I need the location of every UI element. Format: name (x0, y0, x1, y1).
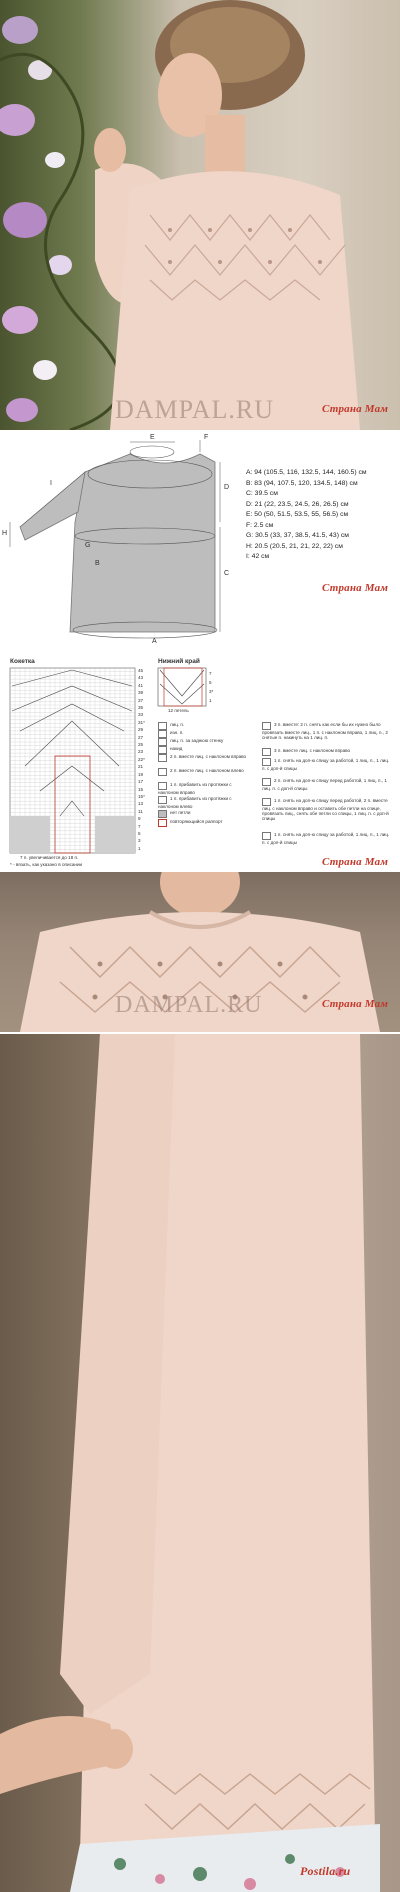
dim-label-b: B (95, 560, 100, 567)
row-number: 1 (209, 698, 212, 703)
legend-text: лиц. п. (170, 722, 185, 727)
legend-text: 2 п. вместе лиц. с наклоном вправо (170, 754, 247, 759)
photo-hem (0, 1034, 400, 1892)
legend-item (158, 754, 248, 762)
legend-text: накид (170, 746, 183, 751)
dampal-watermark-2: DAMPAL.RU (115, 992, 263, 1018)
legend-text: 1 п. снять на доп-ю спицу за работой, 1 лиц. п., 1 лиц. п. с доп-й спицы (262, 832, 390, 845)
row-number: 22* (138, 756, 145, 762)
legend-item (158, 722, 184, 730)
measurement-b: B: 83 (94, 107.5, 120, 134.5, 148) см (246, 479, 358, 487)
strana-watermark-4 (322, 998, 388, 1010)
hem-grid (158, 668, 206, 706)
dim-label-a: A (152, 638, 157, 645)
charts-panel (0, 656, 400, 870)
increase-right-icon (158, 782, 167, 790)
legend-text: 1 п. снять на доп-ю спицу за работой, 1 лиц. п., 1 лиц. п. с доп-й спицы (262, 758, 390, 771)
yoke-note: 7 п. увеличивается до 18 п. (20, 855, 79, 860)
row-number: 5 (138, 830, 141, 836)
row-number: 3 (138, 838, 141, 844)
dim-label-f: F (204, 434, 209, 441)
legend-item (262, 778, 390, 791)
measurement-h: H: 20.5 (20.5, 21, 21, 22, 22) см (246, 542, 343, 550)
dim-label-c: C (224, 570, 230, 577)
yarn-over-icon (158, 746, 167, 754)
row-number: 23 (138, 749, 144, 755)
legend-item (262, 748, 390, 756)
strana-watermark-2 (322, 582, 388, 594)
legend-text: 2 п. вместе лиц. с наклоном влево (170, 768, 244, 773)
legend-text: 2 п. снять на доп-ю спицу перед работой, 1 лиц. п., 1 лиц. п. с доп-й спицы (262, 778, 387, 791)
row-number: 27 (138, 734, 144, 740)
photo-hem-illustration (0, 1034, 400, 1892)
cable-back-2-icon (262, 832, 271, 840)
cable-back-icon (262, 758, 271, 766)
cdd-icon (262, 722, 271, 730)
row-number: 31* (138, 719, 145, 725)
measurement-g: G: 30.5 (33, 37, 38.5, 41.5, 43) см (246, 532, 349, 539)
k2tog-right-icon (158, 754, 167, 762)
dim-label-d: D (224, 484, 230, 491)
legend-item (158, 746, 182, 754)
knit-symbol-icon (158, 722, 167, 730)
row-number: 1 (138, 845, 141, 851)
yoke-chart-title: Кокетка (10, 658, 35, 665)
dim-label-i: I (50, 480, 52, 487)
measurement-e: E: 50 (50, 51.5, 53.5, 55, 56.5) см (246, 511, 349, 518)
k3tog-icon (262, 748, 271, 756)
legend-text: нет петли (170, 810, 191, 815)
repeat-icon (158, 819, 167, 827)
cable-decrease-icon (262, 798, 271, 806)
measurement-i: I: 42 см (246, 553, 270, 560)
yoke-row-numbers (138, 667, 145, 852)
measurement-c: C: 39.5 см (246, 490, 278, 497)
schematic-panel (0, 432, 400, 654)
legend-text: 3 п. вместе: 2 п. снять как если бы их нужно было провязать вместе лиц., 1 п. с наклоном вправо, 1 лиц. п., 2 снятые п. накинуть на 1 лиц. п. (262, 722, 388, 741)
row-number: 11 (138, 808, 143, 814)
strana-watermark-3 (322, 856, 388, 868)
legend-text: 1 п. снять на доп-ю спицу перед работой, 2 п. вместе лиц. с наклоном вправо и оставить обе петли на спице, провязать лиц., снять обе петли со спицы, 1 лиц. п. с доп-й спицы (262, 798, 389, 822)
cable-front-icon (262, 778, 271, 786)
row-number: 39 (138, 690, 144, 696)
row-number: 35 (138, 705, 144, 711)
postila-watermark-text: Postila.ru (300, 1864, 351, 1878)
legend-text: лиц. п. за заднюю стенку (170, 738, 224, 743)
strana-watermark-text-3: Страна Мам (322, 856, 389, 868)
increase-left-icon (158, 796, 167, 804)
row-number: 29 (138, 727, 144, 733)
measurements-list (246, 468, 367, 563)
k2tog-left-icon (158, 768, 167, 776)
row-number: 5 (209, 680, 212, 685)
row-number: 7 (138, 823, 141, 829)
row-number: 43 (138, 675, 144, 681)
row-number: 17 (138, 779, 144, 785)
no-stitch-icon (158, 810, 167, 818)
asterisk-note: * - вязать, как указано в описании (10, 862, 83, 867)
measurement-d: D: 21 (22, 23.5, 24.5, 26, 26.5) см (246, 500, 349, 508)
dim-label-h: H (2, 530, 8, 537)
photo-top-illustration (0, 0, 400, 430)
legend-item (158, 768, 248, 776)
legend-item (158, 730, 184, 738)
hem-note: 12 петель (168, 708, 189, 713)
legend-text: 1 п. прибавить из протяжки с наклоном вправо (158, 782, 232, 795)
row-number: 33 (138, 712, 144, 718)
photo-top (0, 0, 400, 430)
row-number: 37 (138, 697, 144, 703)
row-number: 45 (138, 668, 144, 673)
legend-item (262, 722, 390, 740)
measurement-f: F: 2.5 см (246, 521, 274, 529)
measurement-a: A: 94 (105.5, 116, 132.5, 144, 160.5) см (246, 469, 367, 476)
legend-text: повторяющийся раппорт (170, 819, 223, 824)
hem-row-numbers (209, 669, 213, 705)
legend-text: 1 п. прибавить из протяжки с наклоном влево (158, 796, 232, 809)
legend-item (158, 782, 248, 795)
legend-item (158, 738, 223, 746)
row-number: 15* (138, 793, 145, 799)
row-number: 15 (138, 786, 144, 792)
legend-item (158, 819, 223, 827)
row-number: 7 (209, 671, 212, 676)
legend-item (158, 796, 248, 809)
row-number: 19 (138, 771, 144, 777)
dampal-watermark-1: DAMPAL.RU (115, 395, 275, 424)
row-number: 13 (138, 801, 144, 807)
twisted-knit-icon (158, 738, 167, 746)
row-number: 21 (138, 764, 144, 770)
legend-text: изн. п. (170, 730, 184, 735)
dim-label-e: E (150, 434, 155, 441)
strana-watermark-1 (322, 403, 388, 415)
dim-label-g: G (85, 542, 91, 549)
legend-item (158, 810, 190, 818)
yoke-grid (10, 668, 135, 853)
postila-watermark (300, 1864, 350, 1879)
purl-symbol-icon (158, 730, 167, 738)
row-number: 9 (138, 816, 141, 822)
row-number: 3* (209, 689, 214, 694)
photo-yoke (0, 872, 400, 1032)
legend-item (262, 798, 390, 822)
strana-watermark-text-2: Страна Мам (322, 582, 389, 594)
row-number: 41 (138, 682, 144, 688)
legend-text: 3 п. вместе лиц. с наклоном вправо (274, 748, 351, 753)
row-number: 25 (138, 742, 144, 748)
strana-watermark-text-4: Страна Мам (322, 998, 389, 1010)
legend-item (262, 758, 390, 771)
hem-chart-title: Нижний край (158, 658, 200, 665)
strana-watermark-text-1: Страна Мам (322, 403, 389, 415)
legend-item (262, 832, 390, 845)
